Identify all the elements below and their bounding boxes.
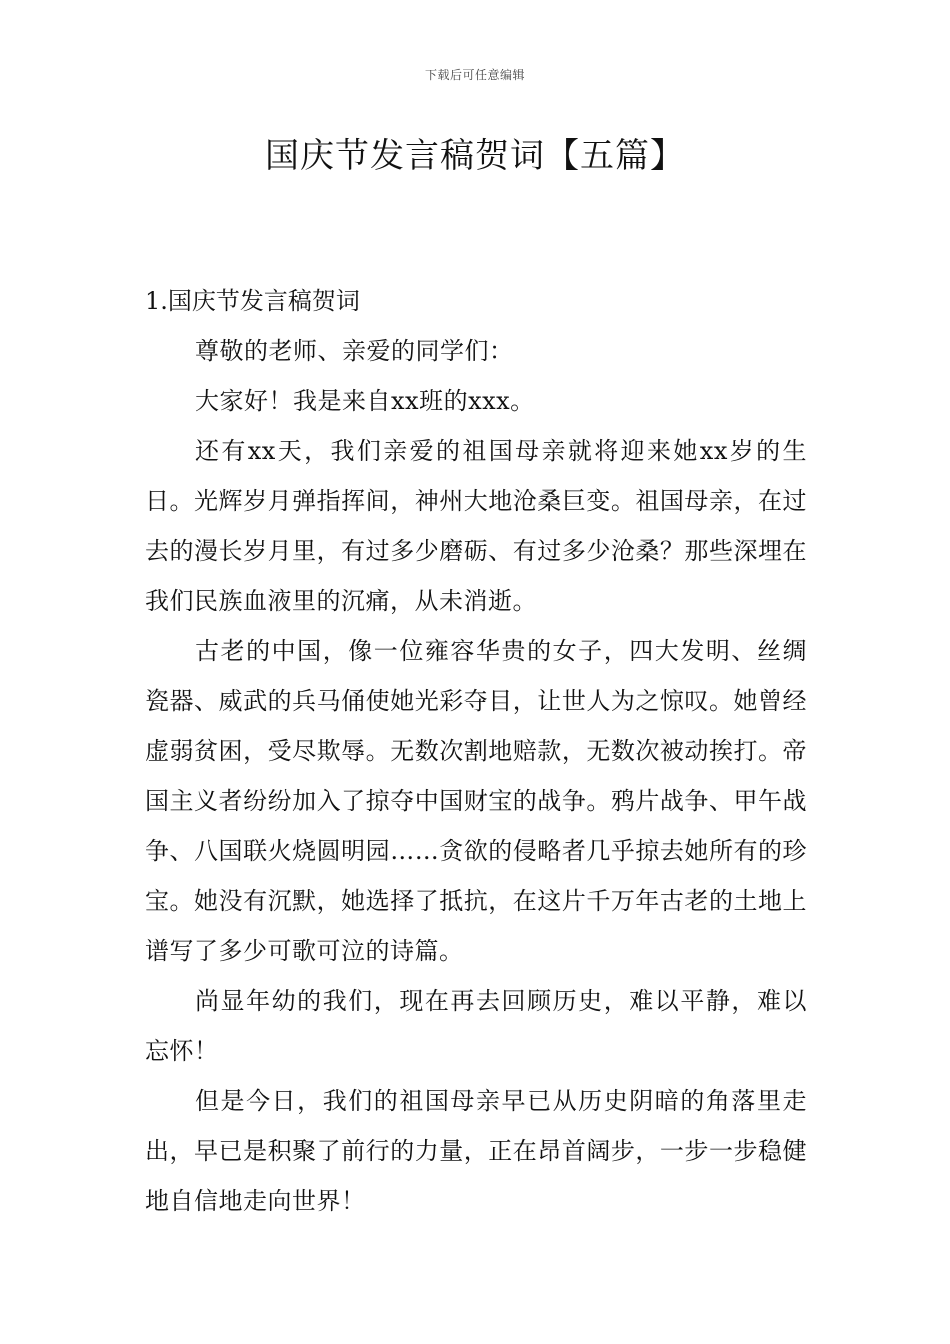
paragraph-greeting: 大家好！我是来自xx班的xxx。	[195, 387, 535, 415]
document-body	[145, 276, 807, 1226]
paragraph-birthday: 还有xx天，我们亲爱的祖国母亲就将迎来她xx岁的生日。光辉岁月弹指挥间，神州大地沧桑巨变。祖国母亲，在过去的漫长岁月里，有过多少磨砺、有过多少沧桑？那些深埋在我们民族血液里的沉痛，从未消逝。	[145, 437, 807, 615]
section-heading: 1.国庆节发言稿贺词	[145, 287, 360, 315]
paragraph-salutation: 尊敬的老师、亲爱的同学们：	[195, 337, 514, 365]
paragraph-reflection: 尚显年幼的我们，现在再去回顾历史，难以平静，难以忘怀！	[145, 987, 807, 1065]
paragraph-history: 古老的中国，像一位雍容华贵的女子，四大发明、丝绸瓷器、威武的兵马俑使她光彩夺目，让世人为之惊叹。她曾经虚弱贫困，受尽欺辱。无数次割地赔款，无数次被动挨打。帝国主义者纷纷加入了掠夺中国财宝的战争。鸦片战争、甲午战争、八国联火烧圆明园……贪欲的侵略者几乎掠去她所有的珍宝。她没有沉默，她选择了抵抗，在这片千万年古老的土地上谱写了多少可歌可泣的诗篇。	[145, 637, 807, 965]
document-title: 国庆节发言稿贺词【五篇】	[265, 136, 685, 176]
paragraph-today: 但是今日，我们的祖国母亲早已从历史阴暗的角落里走出，早已是积聚了前行的力量，正在昂首阔步，一步一步稳健地自信地走向世界！	[145, 1087, 807, 1215]
header-note: 下载后可任意编辑	[424, 68, 525, 82]
